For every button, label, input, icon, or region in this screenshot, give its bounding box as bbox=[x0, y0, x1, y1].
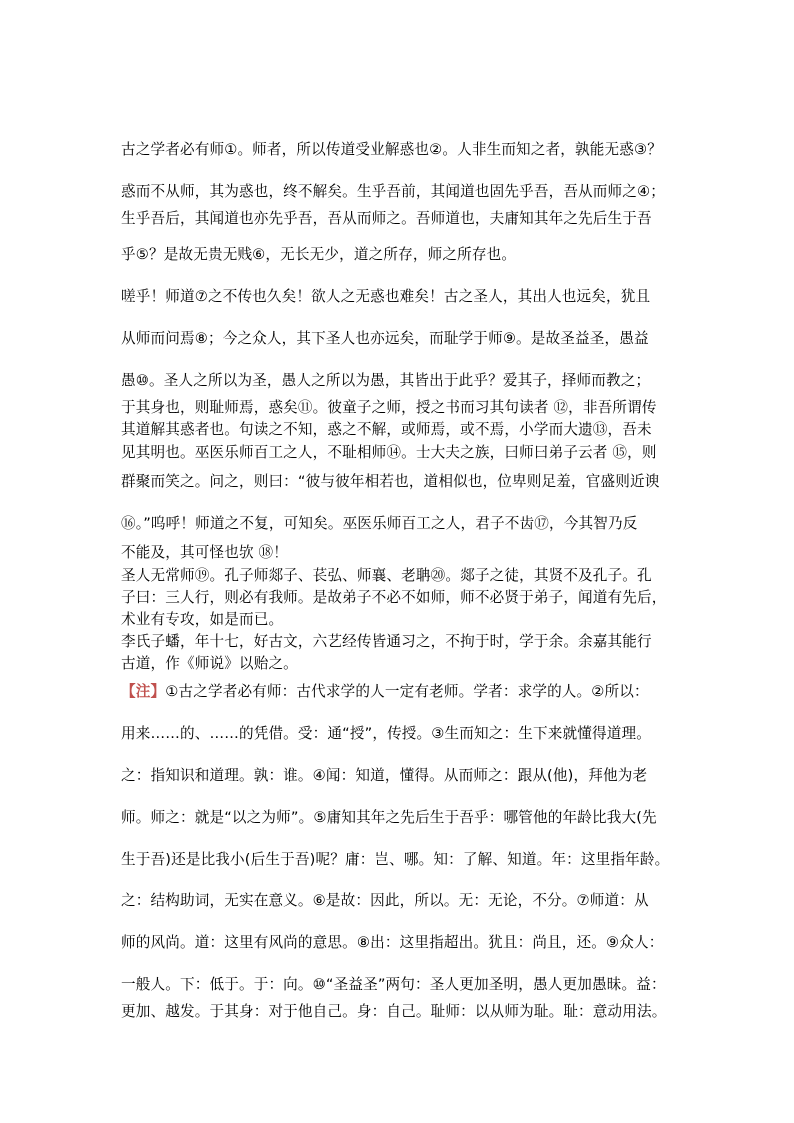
notes-line: 更加、越发。于其身：对于他自己。身：自己。耻师：以从师为耻。耻：意动用法。 bbox=[121, 1003, 667, 1020]
notes-line: 用来……的、……的凭借。受：通“授”，传授。③生而知之：生下来就懂得道理。 bbox=[121, 725, 651, 742]
text-line: 见其明也。巫医乐师百工之人，不耻相师⑭。士大夫之族，曰师曰弟子云者 ⑮，则 bbox=[121, 444, 657, 461]
text-line: 术业有专攻，如是而已。 bbox=[121, 611, 284, 628]
text-line: 于其身也，则耻师焉，惑矣⑪。彼童子之师，授之书而习其句读者 ⑫，非吾所谓传 bbox=[121, 399, 657, 416]
text-line: 李氏子蟠，年十七，好古文，六艺经传皆通习之，不拘于时，学于余。余嘉其能行 bbox=[121, 633, 652, 650]
notes-line: 生于吾)还是比我小(后生于吾)呢？庸：岂、哪。知：了解、知道。年：这里指年龄。 bbox=[121, 851, 670, 868]
notes-line: 师。师之：就是“以之为师”。⑤庸知其年之先后生于吾乎：哪管他的年龄比我大(先 bbox=[121, 809, 657, 826]
notes-line: 之：指知识和道理。孰：谁。④闻：知道，懂得。从而师之：跟从(他)，拜他为老 bbox=[121, 767, 648, 784]
text-line: ⑯。”呜呼！师道之不复，可知矣。巫医乐师百工之人，君子不齿⑰，今其智乃反 bbox=[121, 515, 638, 532]
text-line: 古道，作《师说》以贻之。 bbox=[121, 655, 298, 672]
text-line: 从师而问焉⑧；今之众人，其下圣人也亦远矣，而耻学于师⑨。是故圣益圣，愚益 bbox=[121, 330, 649, 347]
text-line: 圣人无常师⑲。孔子师郯子、苌弘、师襄、老聃⑳。郯子之徒，其贤不及孔子。孔 bbox=[121, 567, 652, 584]
text-line: 嗟乎！师道⑦之不传也久矣！欲人之无惑也难矣！古之圣人，其出人也远矣，犹且 bbox=[121, 288, 651, 305]
notes-line: 师的风尚。道：这里有风尚的意思。⑧出：这里指超出。犹且：尚且，还。⑨众人： bbox=[121, 934, 664, 951]
text-line: 惑而不从师，其为惑也，终不解矣。生乎吾前，其闻道也固先乎吾，吾从而师之④； bbox=[121, 183, 666, 200]
text-line: 不能及，其可怪也欤 ⑱！ bbox=[121, 544, 288, 561]
text-line: 乎⑤？是故无贵无贱⑥，无长无少，道之所存，师之所存也。 bbox=[121, 246, 517, 263]
text-line: 生乎吾后，其闻道也亦先乎吾，吾从而师之。吾师道也，夫庸知其年之先后生于吾 bbox=[121, 210, 652, 227]
notes-label: 【注】 bbox=[121, 683, 166, 700]
text-line: 其道解其惑者也。句读之不知，惑之不解，或师焉，或不焉，小学而大遗⑬，吾未 bbox=[121, 421, 652, 438]
notes-first-text: ①古之学者必有师：古代求学的人一定有老师。学者：求学的人。②所以： bbox=[165, 683, 649, 700]
text-line: 子曰：三人行，则必有我师。是故弟子不必不如师，师不必贤于弟子，闻道有先后， bbox=[121, 589, 667, 606]
text-line: 古之学者必有师①。师者，所以传道受业解惑也②。人非生而知之者，孰能无惑③？ bbox=[121, 141, 662, 158]
text-line: 群聚而笑之。问之，则曰：“彼与彼年相若也，道相似也，位卑则足羞，官盛则近谀 bbox=[121, 473, 660, 490]
notes-line: 之：结构助词，无实在意义。⑥是故：因此，所以。无：无论，不分。⑦师道：从 bbox=[121, 892, 649, 909]
notes-first-line bbox=[121, 682, 649, 702]
text-line: 愚⑩。圣人之所以为圣，愚人之所以为愚，其皆出于此乎？爱其子，择师而教之； bbox=[121, 372, 651, 389]
notes-line: 一般人。下：低于。于：向。⑩“圣益圣”两句：圣人更加圣明，愚人更加愚昧。益： bbox=[121, 976, 666, 993]
